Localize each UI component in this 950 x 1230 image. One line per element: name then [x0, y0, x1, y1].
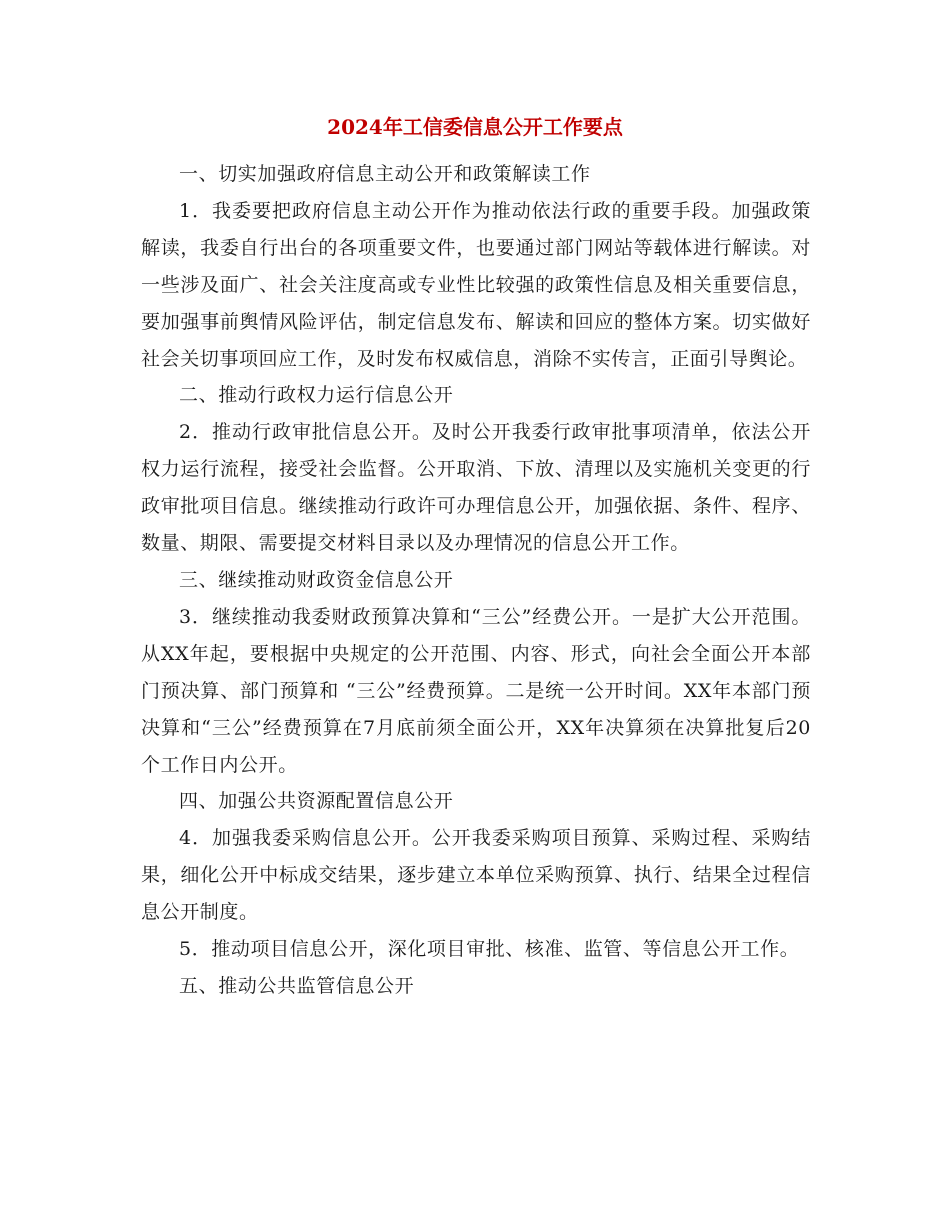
section-heading-2: 二、推动行政权力运行信息公开 [179, 384, 454, 407]
section-heading-3: 三、继续推动财政资金信息公开 [179, 568, 454, 591]
section-heading-4: 四、加强公共资源配置信息公开 [179, 790, 454, 813]
body-paragraph-1: 1．我委要把政府信息主动公开作为推动依法行政的重要手段。加强政策解读，我委自行出台的各项重要文件，也要通过部门网站等载体进行解读。对一些涉及面广、社会关注度高或专业性比较强的政策性信息及相关重要信息，要加强事前舆情风险评估，制定信息发布、解读和回应的整体方案。切实做好社会关切事项回应工作，及时发布权威信息，消除不实传言，正面引导舆论。 [141, 199, 811, 370]
body-paragraph-3: 3．继续推动我委财政预算决算和“三公”经费公开。一是扩大公开范围。从XX年起，要根据中央规定的公开范围、内容、形式，向社会全面公开本部门预决算、部门预算和 “三公”经费预算。二是统一公开时间。XX年本部门预决算和“三公”经费预算在7月底前须全面公开，XX年决算须在决算批复后20个工作日内公开。 [141, 605, 811, 776]
body-paragraph-2: 2．推动行政审批信息公开。及时公开我委行政审批事项清单，依法公开权力运行流程，接受社会监督。公开取消、下放、清理以及实施机关变更的行政审批项目信息。继续推动行政许可办理信息公开，加强依据、条件、程序、数量、期限、需要提交材料目录以及办理情况的信息公开工作。 [141, 421, 811, 555]
section-heading-5: 五、推动公共监管信息公开 [179, 974, 415, 997]
body-paragraph-5: 5．推动项目信息公开，深化项目审批、核准、监管、等信息公开工作。 [179, 938, 800, 961]
document-body [141, 156, 811, 1005]
document-title: 2024年工信委信息公开工作要点 [327, 115, 623, 139]
body-paragraph-4: 4．加强我委采购信息公开。公开我委采购项目预算、采购过程、采购结果，细化公开中标成交结果，逐步建立本单位采购预算、执行、结果全过程信息公开制度。 [141, 827, 811, 924]
section-heading-1: 一、切实加强政府信息主动公开和政策解读工作 [179, 163, 591, 185]
